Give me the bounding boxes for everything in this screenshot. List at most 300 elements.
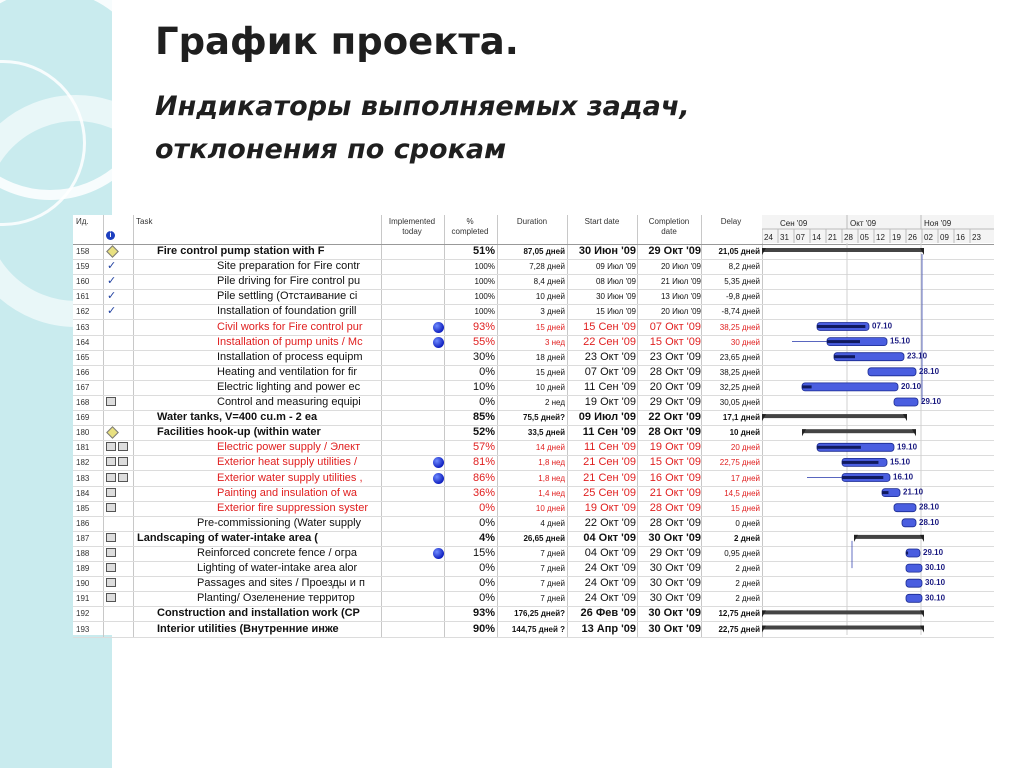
row-percent: 100%	[474, 262, 495, 272]
row-delay: 17 дней	[730, 473, 760, 483]
resource-icon	[104, 455, 133, 470]
gantt-summary-bar	[762, 626, 924, 630]
row-duration: 15 дней	[535, 322, 565, 332]
row-completion-date: 30 Окт '09	[649, 577, 701, 590]
row-task-name: Passages and sites / Проезды и п	[197, 577, 365, 590]
row-completion-date: 28 Окт '09	[648, 426, 701, 439]
col-header-task[interactable]: Task	[136, 217, 153, 226]
row-start-date: 22 Сен '09	[583, 335, 636, 348]
row-task-name: Pre-commissioning (Water supply	[197, 516, 362, 529]
info-icon: i	[106, 231, 115, 240]
gantt-progress-bar	[906, 552, 908, 555]
timescale-day: 21	[828, 233, 837, 242]
row-percent: 15%	[472, 547, 495, 559]
table-row[interactable]	[73, 259, 762, 274]
timescale-day: 14	[812, 233, 821, 242]
row-task-name: Electric power supply / Элект	[217, 441, 361, 454]
col-header-id[interactable]: Ид.	[76, 217, 89, 226]
row-task-name: Reinforced concrete fence / огра	[197, 547, 357, 559]
slide-subtitle	[155, 85, 690, 171]
row-duration: 1,4 нед	[538, 488, 565, 498]
row-percent: 10%	[472, 380, 495, 393]
table-row[interactable]	[73, 410, 762, 425]
subtitle-line-1: Индикаторы выполняемых задач,	[155, 91, 690, 122]
resource-icon	[104, 561, 133, 576]
row-delay: 21,05 дней	[718, 247, 760, 256]
row-completion-date: 23 Окт '09	[649, 350, 701, 363]
note-diamond-icon	[104, 244, 133, 259]
table-row[interactable]	[73, 395, 762, 410]
gantt-progress-bar	[802, 385, 812, 388]
row-start-date: 21 Сен '09	[583, 471, 636, 484]
gantt-task-bar	[906, 564, 922, 572]
row-duration: 10 дней	[535, 382, 565, 392]
row-completion-date: 15 Окт '09	[649, 456, 701, 469]
row-percent: 93%	[472, 320, 495, 333]
row-delay: 12,75 дней	[718, 609, 760, 619]
table-row[interactable]	[73, 274, 762, 289]
row-start-date: 30 Июн '09	[578, 245, 636, 257]
row-duration: 7 дней	[540, 594, 565, 604]
gantt-summary-bar	[802, 429, 916, 433]
checkmark-icon: ✓	[107, 260, 117, 273]
row-delay: 38,25 дней	[719, 322, 760, 332]
gantt-date-label: 15.10	[890, 457, 911, 467]
row-delay: 30,05 дней	[719, 398, 760, 407]
row-id: 168	[76, 398, 90, 407]
row-duration: 33,5 дней	[527, 428, 565, 438]
row-percent: 0%	[479, 501, 495, 514]
row-id: 184	[76, 488, 90, 498]
row-duration: 3 дней	[540, 307, 565, 317]
row-duration: 7,28 дней	[529, 262, 565, 272]
row-duration: 7 дней	[540, 549, 565, 558]
row-id: 182	[76, 458, 90, 468]
gantt-progress-bar	[817, 325, 865, 328]
gantt-task-bar	[902, 519, 916, 527]
gantt-date-label: 28.10	[919, 366, 940, 376]
row-task-name: Exterior water supply utilities ,	[217, 471, 363, 484]
slide-title: График проекта.	[155, 20, 519, 63]
row-start-date: 23 Окт '09	[584, 350, 636, 363]
gantt-progress-bar	[842, 461, 878, 464]
row-task-name: Construction and installation work (CP	[157, 607, 360, 620]
row-id: 187	[76, 533, 90, 543]
resource-icon	[104, 395, 133, 410]
row-duration: 26,65 дней	[523, 533, 565, 543]
row-delay: 0 дней	[735, 518, 760, 528]
checkmark-icon: ✓	[107, 290, 117, 303]
gantt-progress-bar	[882, 491, 888, 494]
row-completion-date: 21 Июл '09	[660, 277, 701, 287]
row-percent: 57%	[472, 441, 495, 454]
gantt-task-bar	[802, 383, 898, 391]
row-completion-date: 13 Июл '09	[660, 292, 701, 302]
row-start-date: 25 Сен '09	[583, 486, 636, 499]
row-delay: 20 дней	[730, 443, 760, 453]
col-header-implemented-line2: today	[402, 227, 422, 236]
row-task-name: Exterior fire suppression syster	[217, 501, 368, 514]
row-id: 183	[76, 473, 90, 483]
row-percent: 93%	[472, 607, 495, 620]
gantt-task-bar	[906, 594, 922, 602]
row-id: 192	[76, 609, 90, 619]
row-task-name: Interior utilities (Внутренние инже	[157, 622, 339, 635]
timescale-day: 16	[956, 233, 965, 242]
row-duration: 2 нед	[544, 398, 565, 407]
grid-hline	[73, 637, 994, 638]
row-percent: 81%	[472, 456, 495, 469]
row-id: 158	[76, 247, 90, 256]
row-delay: 0,95 дней	[724, 549, 760, 558]
row-percent: 100%	[474, 292, 495, 302]
row-delay: 14,5 дней	[724, 488, 760, 498]
row-delay: 5,35 дней	[724, 277, 760, 287]
row-start-date: 11 Сен '09	[583, 380, 636, 393]
gantt-summary-bar	[762, 248, 924, 252]
row-id: 191	[76, 594, 90, 604]
row-start-date: 24 Окт '09	[584, 577, 636, 590]
gantt-task-bar	[894, 398, 918, 406]
row-percent: 0%	[479, 562, 495, 575]
row-duration: 1,8 нед	[538, 473, 565, 483]
timescale-day: 23	[972, 233, 981, 242]
resource-icon	[104, 576, 133, 591]
row-completion-date: 20 Июл '09	[660, 307, 701, 317]
row-start-date: 09 Июл '09	[578, 411, 636, 424]
row-id: 189	[76, 564, 90, 574]
row-id: 188	[76, 549, 90, 558]
row-delay: -8,74 дней	[721, 307, 760, 317]
gantt-date-label: 23.10	[907, 351, 928, 361]
gantt-date-label: 30.10	[925, 593, 946, 603]
row-id: 180	[76, 428, 90, 438]
row-start-date: 09 Июл '09	[595, 262, 636, 272]
row-task-name: Heating and ventilation for fir	[217, 365, 358, 378]
row-start-date: 15 Сен '09	[583, 320, 636, 333]
row-task-name: Lighting of water-intake area alor	[197, 562, 358, 575]
row-duration: 3 нед	[544, 337, 565, 347]
row-start-date: 24 Окт '09	[584, 562, 636, 575]
indicator-cell	[104, 365, 133, 380]
row-percent: 100%	[474, 307, 495, 317]
table-row[interactable]	[73, 606, 762, 621]
col-header-percent[interactable]	[444, 215, 496, 243]
indicator-cell	[104, 350, 133, 365]
table-row[interactable]	[73, 440, 762, 455]
implemented-dot-icon	[433, 548, 444, 559]
table-row[interactable]	[73, 546, 762, 561]
resource-icon	[104, 440, 133, 455]
indicator-cell	[104, 380, 133, 395]
gantt-chart	[762, 215, 994, 635]
row-delay: 30 дней	[730, 337, 760, 347]
gantt-table	[73, 215, 994, 635]
col-header-implemented[interactable]	[381, 215, 443, 243]
row-start-date: 22 Окт '09	[584, 516, 636, 529]
gantt-date-label: 15.10	[890, 336, 911, 346]
implemented-dot-icon	[433, 473, 444, 484]
row-delay: 2 дней	[734, 533, 760, 543]
row-duration: 87,05 дней	[523, 247, 565, 256]
row-start-date: 11 Сен '09	[583, 441, 636, 454]
gantt-date-label: 29.10	[923, 548, 944, 557]
row-completion-date: 19 Окт '09	[649, 441, 701, 454]
row-duration: 15 дней	[535, 367, 565, 377]
row-task-name: Facilities hook-up (within water	[157, 426, 321, 439]
row-delay: 23,65 дней	[719, 352, 760, 362]
row-completion-date: 29 Окт '09	[649, 547, 701, 559]
timescale-day: 05	[860, 233, 869, 242]
resource-icon	[104, 531, 133, 546]
row-id: 161	[76, 292, 90, 302]
gantt-date-label: 16.10	[893, 472, 914, 482]
timescale-month: Окт '09	[850, 219, 877, 228]
row-percent: 0%	[479, 396, 495, 408]
row-delay: 38,25 дней	[719, 367, 760, 377]
row-task-name: Civil works for Fire control pur	[217, 320, 363, 333]
table-row[interactable]	[73, 486, 762, 501]
row-id: 190	[76, 579, 90, 589]
row-start-date: 24 Окт '09	[584, 592, 636, 605]
table-row[interactable]	[73, 501, 762, 516]
indicator-cell	[104, 516, 133, 531]
row-start-date: 30 Июн '09	[596, 292, 636, 302]
row-duration: 10 дней	[535, 292, 565, 302]
row-completion-date: 16 Окт '09	[649, 471, 701, 484]
row-task-name: Water tanks, V=400 cu.m - 2 ea	[157, 411, 318, 424]
col-header-delay[interactable]: Delay	[720, 217, 742, 226]
row-id: 181	[76, 443, 90, 453]
row-completion-date: 28 Окт '09	[649, 365, 701, 378]
row-percent: 100%	[474, 277, 495, 287]
gantt-date-label: 29.10	[921, 397, 942, 406]
row-id: 160	[76, 277, 90, 287]
row-percent: 85%	[472, 411, 495, 424]
row-completion-date: 30 Окт '09	[649, 592, 701, 605]
row-percent: 0%	[479, 516, 495, 529]
row-task-name: Pile settling (Отстаивание сі	[217, 290, 358, 303]
row-percent: 36%	[472, 486, 495, 499]
col-header-percent-line1: %	[466, 217, 474, 226]
col-header-implemented-line1: Implemented	[388, 217, 436, 226]
row-completion-date: 20 Окт '09	[649, 380, 701, 393]
gantt-progress-bar	[817, 446, 861, 449]
implemented-dot-icon	[433, 337, 444, 348]
indicator-cell	[104, 622, 133, 637]
table-row[interactable]	[73, 455, 762, 470]
row-completion-date: 28 Окт '09	[649, 501, 701, 514]
row-percent: 0%	[479, 365, 495, 378]
row-percent: 90%	[472, 622, 495, 635]
gantt-date-label: 19.10	[897, 442, 918, 452]
gantt-progress-bar	[834, 355, 855, 358]
row-id: 162	[76, 307, 90, 317]
row-start-date: 11 Сен '09	[582, 426, 636, 439]
timescale-day: 09	[940, 233, 949, 242]
gantt-progress-bar	[827, 340, 860, 343]
table-row[interactable]	[73, 289, 762, 304]
row-start-date: 19 Окт '09	[584, 501, 636, 514]
gantt-date-label: 28.10	[919, 502, 940, 512]
table-row[interactable]	[73, 622, 762, 637]
indicator-cell	[104, 606, 133, 621]
row-id: 159	[76, 262, 90, 272]
row-delay: 22,75 дней	[718, 624, 760, 634]
subtitle-line-2: отклонения по срокам	[155, 134, 507, 165]
col-header-percent-line2: completed	[451, 227, 489, 236]
gantt-date-label: 28.10	[919, 517, 940, 527]
row-delay: 17,1 дней	[722, 413, 760, 423]
implemented-dot-icon	[433, 322, 444, 333]
row-completion-date: 30 Окт '09	[648, 607, 701, 620]
gantt-date-label: 21.10	[903, 487, 924, 497]
gantt-summary-bar	[762, 414, 907, 418]
row-percent: 0%	[479, 592, 495, 605]
row-completion-date: 30 Окт '09	[648, 531, 701, 544]
table-row[interactable]	[73, 335, 762, 350]
row-task-name: Pile driving for Fire control pu	[217, 275, 361, 288]
table-row[interactable]	[73, 531, 762, 546]
row-start-date: 21 Сен '09	[583, 456, 636, 469]
table-row[interactable]	[73, 471, 762, 486]
timescale-day: 26	[908, 233, 917, 242]
row-percent: 30%	[472, 350, 495, 363]
row-duration: 144,75 дней ?	[511, 624, 565, 634]
row-start-date: 19 Окт '09	[584, 396, 636, 408]
row-delay: 2 дней	[735, 564, 760, 574]
row-delay: 15 дней	[730, 503, 760, 513]
row-duration: 10 дней	[535, 503, 565, 513]
row-task-name: Installation of pump units / Мс	[217, 335, 363, 348]
row-delay: -9,8 дней	[725, 292, 760, 302]
row-completion-date: 15 Окт '09	[649, 335, 701, 348]
col-header-start[interactable]: Start date	[584, 217, 620, 226]
table-row[interactable]	[73, 425, 762, 440]
resource-icon	[104, 471, 133, 486]
gantt-task-bar	[868, 368, 916, 376]
table-row[interactable]	[73, 365, 762, 380]
col-header-duration[interactable]: Duration	[516, 217, 548, 226]
resource-icon	[104, 486, 133, 501]
row-completion-date: 21 Окт '09	[649, 486, 701, 499]
timescale-day: 02	[924, 233, 933, 242]
row-start-date: 13 Апр '09	[581, 622, 636, 635]
timescale-month: Ноя '09	[924, 219, 952, 228]
table-row[interactable]	[73, 304, 762, 319]
row-task-name: Exterior heat supply utilities /	[217, 456, 358, 469]
row-task-name: Electric lighting and power ec	[217, 380, 361, 393]
resource-icon	[104, 591, 133, 606]
resource-icon	[104, 546, 133, 561]
row-completion-date: 20 Июл '09	[660, 262, 701, 272]
col-header-completion-line2: date	[661, 227, 677, 236]
col-header-completion-line1: Completion	[648, 217, 690, 226]
row-percent: 55%	[472, 335, 495, 348]
gantt-date-label: 30.10	[925, 578, 946, 588]
row-task-name: Planting/ Озеленение территор	[197, 592, 355, 605]
row-percent: 0%	[479, 577, 495, 590]
row-completion-date: 22 Окт '09	[648, 411, 701, 424]
row-task-name: Control and measuring equipi	[217, 396, 361, 408]
table-row[interactable]	[73, 516, 762, 531]
table-row[interactable]	[73, 380, 762, 395]
row-duration: 7 дней	[540, 579, 565, 589]
row-completion-date: 29 Окт '09	[648, 245, 701, 257]
indicator-cell	[104, 410, 133, 425]
row-id: 167	[76, 382, 90, 392]
row-delay: 2 дней	[735, 579, 760, 589]
timescale-day: 07	[796, 233, 805, 242]
timescale-month: Сен '09	[780, 219, 808, 228]
table-row[interactable]	[73, 591, 762, 606]
row-duration: 14 дней	[535, 443, 565, 453]
row-delay: 22,75 дней	[719, 458, 760, 468]
table-row[interactable]	[73, 561, 762, 576]
row-start-date: 07 Окт '09	[584, 365, 636, 378]
gantt-task-bar	[906, 579, 922, 587]
row-duration: 4 дней	[540, 518, 565, 528]
gantt-date-label: 07.10	[872, 321, 893, 331]
col-header-completion[interactable]	[637, 215, 701, 243]
implemented-dot-icon	[433, 457, 444, 468]
row-id: 193	[76, 624, 90, 634]
row-percent: 51%	[472, 245, 495, 257]
row-percent: 4%	[479, 531, 495, 544]
indicator-cell	[104, 320, 133, 335]
table-row[interactable]	[73, 320, 762, 335]
row-id: 186	[76, 518, 90, 528]
timescale-day: 28	[844, 233, 853, 242]
row-start-date: 26 Фев '09	[580, 607, 636, 620]
row-completion-date: 07 Окт '09	[649, 320, 701, 333]
row-task-name: Fire control pump station with F	[157, 245, 325, 257]
row-id: 164	[76, 337, 90, 347]
indicator-cell	[104, 335, 133, 350]
timescale-day: 19	[892, 233, 901, 242]
timescale-day: 24	[764, 233, 773, 242]
resource-icon	[104, 501, 133, 516]
row-delay: 8,2 дней	[728, 262, 760, 272]
gantt-task-bar	[894, 504, 916, 512]
row-completion-date: 30 Окт '09	[649, 562, 701, 575]
note-diamond-icon	[104, 425, 133, 440]
checkmark-icon: ✓	[107, 305, 117, 318]
table-row[interactable]	[73, 576, 762, 591]
row-duration: 18 дней	[535, 352, 565, 362]
row-start-date: 08 Июл '09	[595, 277, 636, 287]
row-task-name: Installation of foundation grill	[217, 305, 357, 318]
row-completion-date: 28 Окт '09	[649, 516, 701, 529]
row-percent: 86%	[472, 471, 495, 484]
timescale-day: 31	[780, 233, 789, 242]
row-duration: 176,25 дней?	[514, 609, 565, 619]
row-id: 185	[76, 503, 90, 513]
timescale-day: 12	[876, 233, 885, 242]
row-duration: 7 дней	[540, 564, 565, 574]
table-row[interactable]	[73, 244, 762, 259]
row-task-name: Painting and insulation of wa	[217, 486, 358, 499]
row-id: 166	[76, 367, 90, 377]
gantt-date-label: 20.10	[901, 381, 922, 391]
row-id: 169	[76, 413, 90, 423]
row-percent: 52%	[472, 426, 495, 439]
row-id: 163	[76, 322, 90, 332]
table-row[interactable]	[73, 350, 762, 365]
row-delay: 2 дней	[735, 594, 760, 604]
gantt-summary-bar	[762, 610, 924, 614]
row-delay: 32,25 дней	[719, 382, 760, 392]
